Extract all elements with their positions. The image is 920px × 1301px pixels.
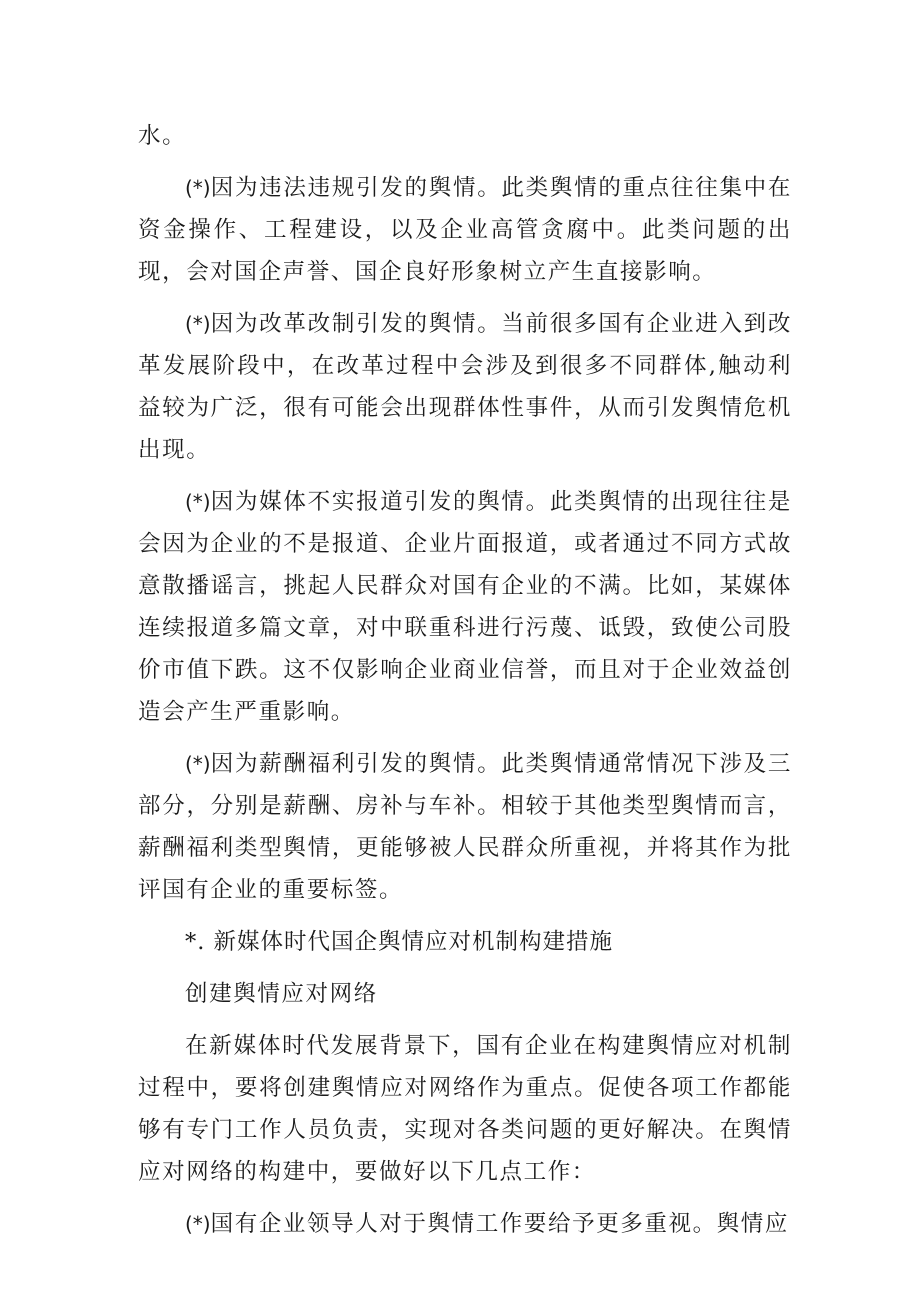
paragraph-continuation: 水。 — [138, 123, 187, 149]
list-marker: (*) — [185, 1212, 211, 1236]
paragraph-text: 因为违法违规引发的舆情。此类舆情的重点往往集中在资金操作、工程建设，以及企业高管贪腐中。此类问题的出现，会对国企声誉、国企良好形象树立产生直接影响。 — [138, 175, 792, 285]
subsection-heading: 创建舆情应对网络 — [185, 981, 378, 1007]
paragraph-salary-benefits — [138, 743, 792, 911]
paragraph-text: 因为改革改制引发的舆情。当前很多国有企业进入到改革发展阶段中，在改革过程中会涉及到很多不同群体,触动利益较为广泛，很有可能会出现群体性事件，从而引发舆情危机出现。 — [138, 311, 792, 463]
paragraph-text: 国有企业领导人对于舆情工作要给予更多重视。舆情应 — [210, 1211, 790, 1237]
paragraph-leadership-attention — [138, 1203, 792, 1245]
list-marker: (*) — [185, 176, 211, 200]
list-marker: (*) — [185, 312, 211, 336]
document-body — [138, 115, 792, 1245]
paragraph-illegal-violations — [138, 167, 792, 293]
paragraph-response-network: 在新媒体时代发展背景下，国有企业在构建舆情应对机制过程中，要将创建舆情应对网络作为重点。促使各项工作都能够有专门工作人员负责，实现对各类问题的更好解决。在舆情应对网络的构建中，要做好以下几点工作： — [138, 1033, 792, 1185]
paragraph-text: 因为薪酬福利引发的舆情。此类舆情通常情况下涉及三部分，分别是薪酬、房补与车补。相较于其他类型舆情而言，薪酬福利类型舆情，更能够被人民群众所重视，并将其作为批评国有企业的重要标签。 — [138, 751, 792, 903]
paragraph-text: 因为媒体不实报道引发的舆情。此类舆情的出现往往是会因为企业的不是报道、企业片面报道，或者通过不同方式故意散播谣言，挑起人民群众对国有企业的不满。比如，某媒体连续报道多篇文章，对中联重科进行污蔑、诋毁，致使公司股价市值下跌。这不仅影响企业商业信誉，而且对于企业效益创造会产生严重影响。 — [138, 489, 792, 725]
list-marker: (*) — [185, 490, 211, 514]
list-marker: (*) — [185, 752, 211, 776]
section-heading: *. 新媒体时代国企舆情应对机制构建措施 — [185, 929, 614, 955]
paragraph-false-media-reports — [138, 481, 792, 733]
paragraph-reform-restructuring — [138, 303, 792, 471]
